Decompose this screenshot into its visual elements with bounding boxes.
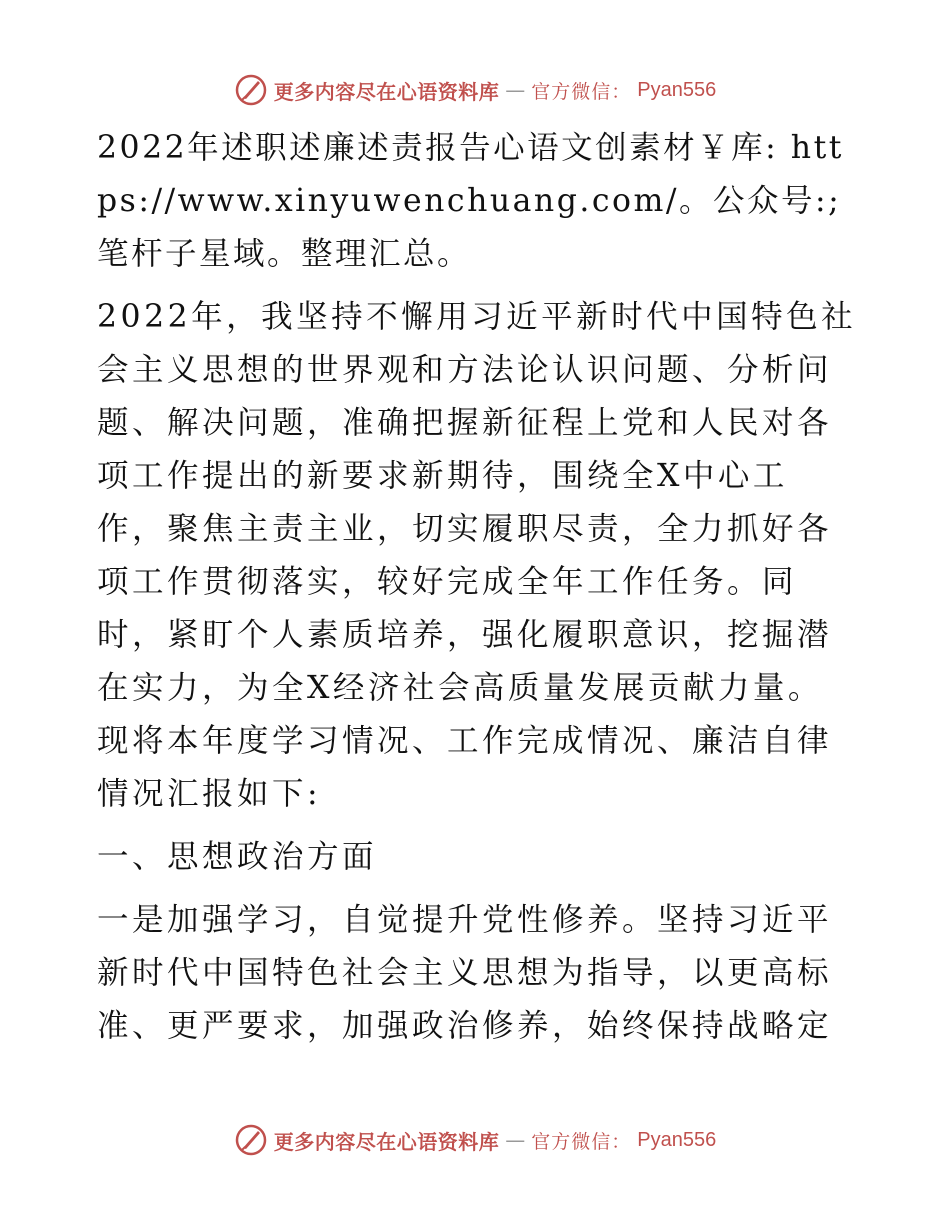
- quill-logo-icon: [234, 1123, 268, 1157]
- watermark-separator: —: [505, 1128, 526, 1152]
- watermark-group: [234, 73, 716, 107]
- watermark-separator: —: [505, 78, 526, 102]
- paragraph-section-1: 一是加强学习，自觉提升党性修养。坚持习近平新时代中国特色社会主义思想为指导，以更高标准、更严要求，加强政治修养，始终保持战略定: [97, 902, 833, 1044]
- watermark-label: 官方微信：: [531, 1130, 632, 1153]
- watermark-text: 更多内容尽在心语资料库: [273, 1129, 500, 1154]
- paragraph-intro: 2022年述职述廉述责报告心语文创素材￥库: https://www.xinyuwenchuang.com/。公众号:;笔杆子星域。整理汇总。: [97, 130, 844, 272]
- watermark-banner-bottom: [0, 1120, 950, 1160]
- quill-logo-icon: [234, 73, 268, 107]
- watermark-id: Pyan556: [637, 78, 717, 101]
- watermark-text: 更多内容尽在心语资料库: [273, 79, 500, 104]
- section-heading: 一、思想政治方面: [97, 839, 378, 875]
- document-body: [97, 122, 857, 1063]
- watermark-banner-top: [0, 70, 950, 110]
- watermark-id: Pyan556: [637, 1128, 717, 1151]
- watermark-label: 官方微信：: [531, 80, 632, 103]
- watermark-group: [234, 1123, 716, 1157]
- paragraph-summary: 2022年，我坚持不懈用习近平新时代中国特色社会主义思想的世界观和方法论认识问题、分析问题、解决问题，准确把握新征程上党和人民对各项工作提出的新要求新期待，围绕全X中心工作，聚焦主责主业，切实履职尽责，全力抓好各项工作贯彻落实，较好完成全年工作任务。同时，紧盯个人素质培养，强化履职意识，挖掘潜在实力，为全X经济社会高质量发展贡献力量。现将本年度学习情况、工作完成情况、廉洁自律情况汇报如下:: [97, 299, 857, 812]
